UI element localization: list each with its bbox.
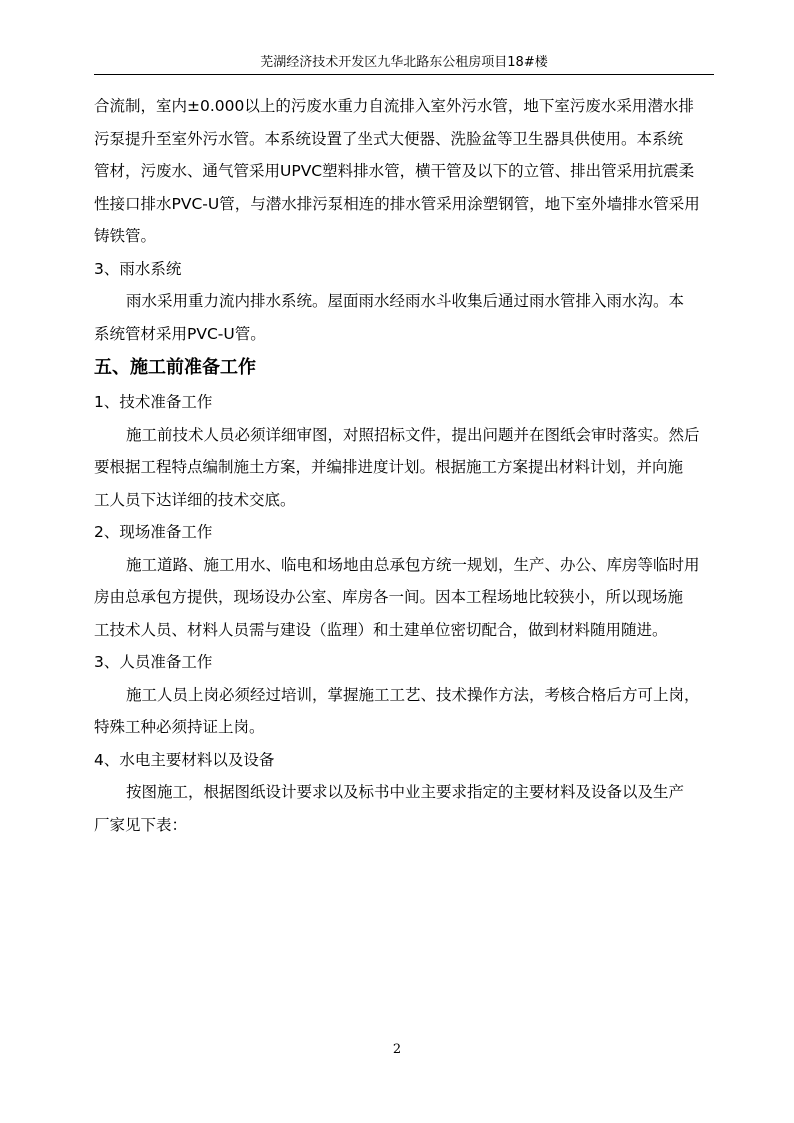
- section-heading: 五、施工前准备工作: [94, 357, 256, 378]
- paragraph-line: 要根据工程特点编制施土方案，并编排进度计划。根据施工方案提出材料计划，并向施: [94, 458, 684, 476]
- paragraph-line: 工人员下达详细的技术交底。: [94, 490, 296, 509]
- paragraph-line: 管材，污废水、通气管采用UPVC塑料排水管，横干管及以下的立管、排出管采用抗震柔: [94, 162, 695, 180]
- paragraph-line: 3、人员准备工作: [94, 653, 213, 671]
- paragraph-line: 3、雨水系统: [94, 259, 182, 278]
- page-header: [94, 54, 714, 75]
- document-body: [94, 90, 718, 841]
- page-number: 2: [392, 1042, 402, 1057]
- paragraph-line: 施工人员上岗必须经过培训，掌握施工工艺、技术操作方法，考核合格后方可上岗，: [126, 685, 700, 704]
- paragraph-line: 4、水电主要材料以及设备: [94, 750, 275, 769]
- paragraph-line: 施工道路、施工用水、临电和场地由总承包方统一规划，生产、办公、库房等临时用: [126, 555, 700, 574]
- paragraph-line: 合流制，室内±0.000以上的污废水重力自流排入室外污水管，地下室污废水采用潜水排: [94, 97, 694, 115]
- paragraph-line: 铸铁管。: [94, 227, 157, 245]
- paragraph-line: 系统管材采用PVC-U管。: [94, 324, 266, 343]
- header-title: 芜湖经济技术开发区九华北路东公租房项目18#楼: [260, 55, 548, 70]
- paragraph-line: 雨水采用重力流内排水系统。屋面雨水经雨水斗收集后通过雨水管排入雨水沟。本: [126, 292, 685, 310]
- paragraph-line: 施工前技术人员必须详细审图，对照招标文件，提出问题并在图纸会审时落实。然后: [126, 425, 700, 444]
- paragraph-line: 按图施工，根据图纸设计要求以及标书中业主要求指定的主要材料及设备以及生产: [126, 783, 685, 801]
- paragraph-line: 工技术人员、材料人员需与建设（监理）和土建单位密切配合，做到材料随用随进。: [94, 620, 668, 639]
- paragraph-line: 2、现场准备工作: [94, 523, 213, 541]
- paragraph-line: 特殊工种必须持证上岗。: [94, 718, 265, 736]
- paragraph-line: 厂家见下表：: [94, 815, 188, 834]
- paragraph-line: 污泵提升至室外污水管。本系统设置了坐式大便器、洗脸盆等卫生器具供使用。本系统: [94, 129, 684, 148]
- paragraph-line: 房由总承包方提供，现场设办公室、库房各一间。因本工程场地比较狭小，所以现场施: [94, 588, 684, 606]
- paragraph-line: 性接口排水PVC-U管，与潜水排污泵相连的排水管采用涂塑钢管，地下室外墙排水管采用: [94, 194, 700, 213]
- paragraph-line: 1、技术准备工作: [94, 393, 213, 411]
